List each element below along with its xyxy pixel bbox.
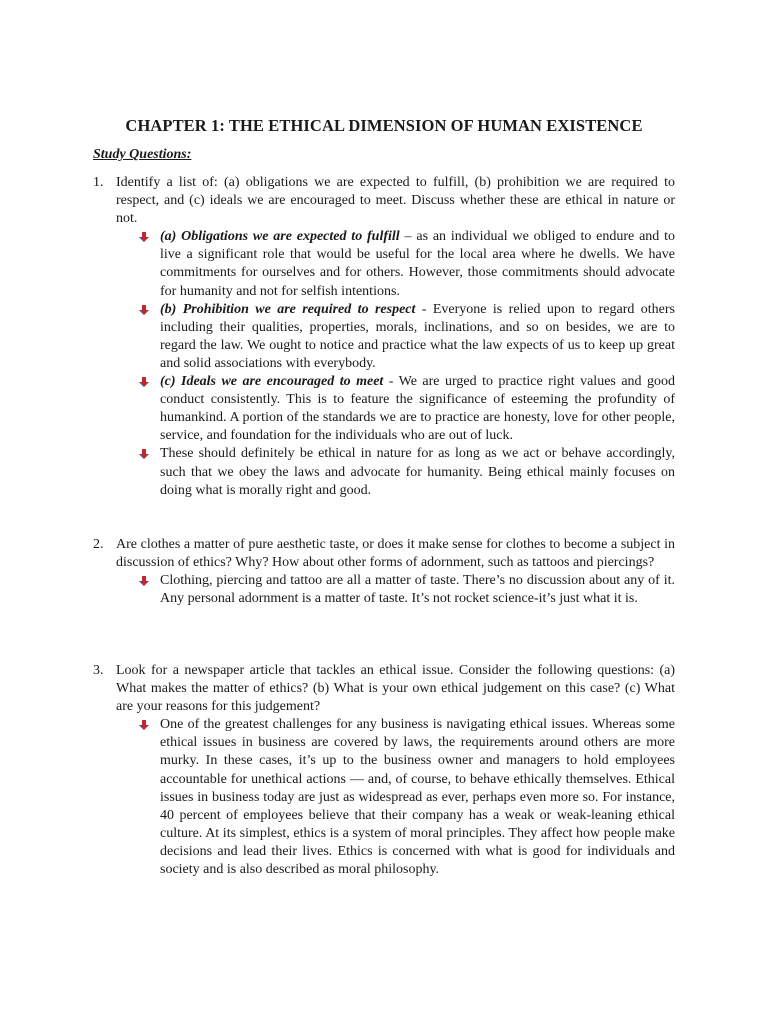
question-number: 3. [93,663,104,678]
answer-label: (c) Ideals we are encouraged to meet [160,374,384,390]
answer-bullet [160,572,675,608]
answer-text: One of the greatest challenges for any business is navigating ethical issues. Whereas some ethical issues in business are covered by laws, the requirements around others are more murky. In these cases, it’s up to the business owner and managers to hold employees accountable for unethical actions — and, of course, to behave ethically themselves. Ethical issues in business today are just as widespread as ever, perhaps even more so. For instance, 40 percent of employees believe that their company has a weak or weak-leaning ethical culture. At its simplest, ethics is a system of moral principles. They affect how people make decisions and lead their lives. Ethics is concerned with what is good for individuals and society and is also described as moral philosophy. [160,717,675,878]
arrow-bullet-icon [138,719,150,731]
answer-text: - Everyone is relied upon to regard others including their qualities, properties, morals, inclinations, and so on besides, we are to regard the law. We ought to notice and practice what the law expects of us to keep up great and solid associations with everybody. [160,301,675,371]
answer-bullet [160,716,675,879]
arrow-bullet-icon [138,448,150,460]
answer-bullet [160,373,675,445]
answer-list [93,228,675,499]
arrow-bullet-icon [138,304,150,316]
answer-bullet [160,445,675,499]
question-2 [93,536,675,608]
question-number: 1. [93,175,104,190]
question-1 [93,174,675,500]
arrow-bullet-icon [138,575,150,587]
question-text: Are clothes a matter of pure aesthetic taste, or does it make sense for clothes to become a subject in discussion of ethics? Why? How about other forms of adornment, such as tattoos and piercings? [116,537,675,571]
study-questions-heading: Study Questions: [93,147,192,162]
answer-text: - We are urged to practice right values and good conduct consistently. This is to feature the significance of esteeming the profundity of humankind. A portion of the standards we are to practice are honesty, love for other people, service, and foundation for the individuals who are out of luck. [160,374,675,444]
chapter-title: CHAPTER 1: THE ETHICAL DIMENSION OF HUMAN EXISTENCE [125,116,643,135]
answer-text: – as an individual we obliged to endure and to live a significant role that would be useful for the local area where he dwells. We have commitments for ourselves and for others. However, those commitments should advocate for humanity and not for selfish intentions. [160,229,675,299]
arrow-bullet-icon [138,376,150,388]
answer-list [93,716,675,879]
answer-list [93,572,675,608]
answer-label: (a) Obligations we are expected to fulfill [160,229,400,245]
answer-label: (b) Prohibition we are required to respect [160,301,416,317]
answer-text: These should definitely be ethical in nature for as long as we act or behave accordingly, such that we obey the laws and advocate for humanity. Being ethical mainly focuses on doing what is morally right and good. [160,446,675,498]
question-3 [93,662,675,879]
answer-bullet [160,228,675,300]
answer-text: Clothing, piercing and tattoo are all a matter of taste. There’s no discussion about any of it. Any personal adornment is a matter of taste. It’s not rocket science-it’s just what it is. [160,573,675,607]
arrow-bullet-icon [138,231,150,243]
question-text: Identify a list of: (a) obligations we are expected to fulfill, (b) prohibition we are required to respect, and (c) ideals we are encouraged to meet. Discuss whether these are ethical in nature or not. [116,175,675,227]
answer-bullet [160,301,675,373]
question-text: Look for a newspaper article that tackles an ethical issue. Consider the following questions: (a) What makes the matter of ethics? (b) What is your own ethical judgement on this case? (c) What are your reasons for this judgement? [116,663,675,715]
question-number: 2. [93,537,104,552]
